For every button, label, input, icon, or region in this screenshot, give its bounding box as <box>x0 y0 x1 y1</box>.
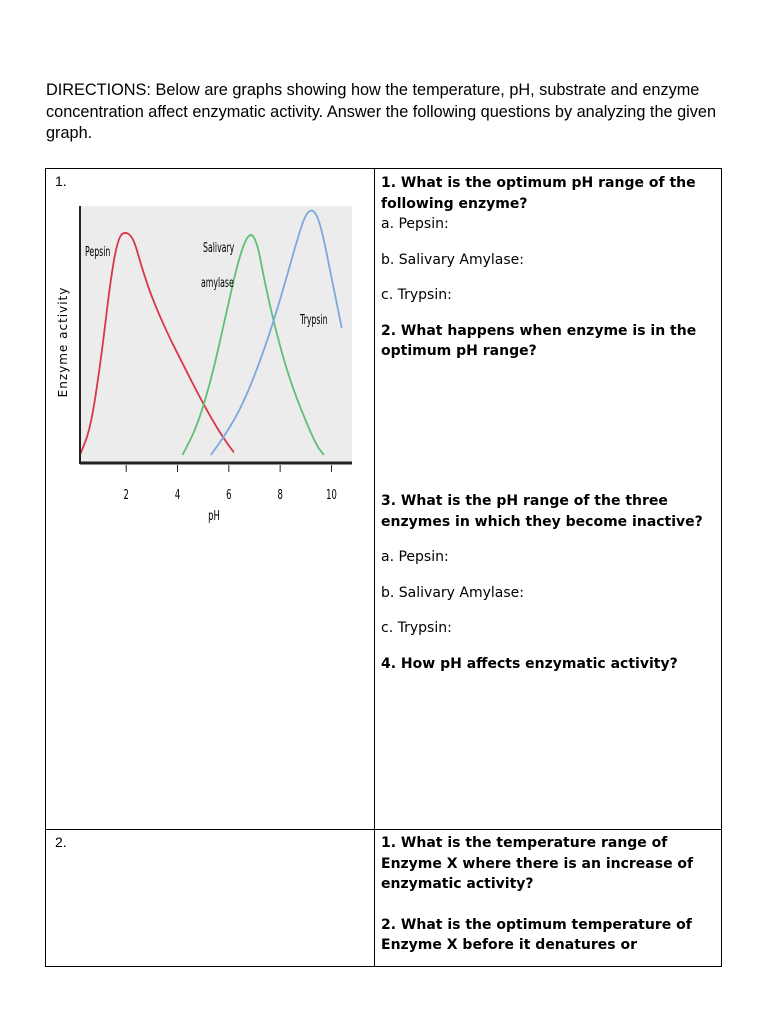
row-1-questions-lower <box>381 491 717 674</box>
x-axis-label: pH <box>208 508 220 524</box>
row-2-questions <box>381 833 717 956</box>
row-divider <box>46 829 721 830</box>
question-1-3: 3. What is the pH range of the three enzymes in which they become inactive? <box>381 493 703 530</box>
y-axis-label: Enzyme activity <box>56 286 70 398</box>
x-tick-label: 4 <box>174 487 181 503</box>
x-tick-label: 8 <box>277 487 283 503</box>
question-2-2: 2. What is the optimum temperature of Enzyme X before it denatures or <box>381 916 692 953</box>
x-tick-label: 2 <box>123 487 129 503</box>
ph-enzyme-chart <box>56 202 356 532</box>
row-2-number: 2. <box>55 834 67 850</box>
answer-pepsin: a. Pepsin: <box>381 216 449 232</box>
column-divider <box>374 169 375 966</box>
question-1-4: 4. How pH affects enzymatic activity? <box>381 655 678 672</box>
question-1-1: 1. What is the optimum pH range of the following enzyme? <box>381 175 696 212</box>
row-1-questions <box>381 173 717 362</box>
answer-trypsin-inactive: c. Trypsin: <box>381 620 452 636</box>
directions-text: DIRECTIONS: Below are graphs showing how the temperature, pH, substrate and enzyme concentration affect enzymatic activity. Answer the following questions by analyzing the given graph. <box>46 81 717 142</box>
label-pepsin: Pepsin <box>85 243 111 260</box>
row-1-number: 1. <box>55 173 67 189</box>
x-tick-label: 6 <box>226 487 232 503</box>
label-salivary: Salivary <box>203 239 235 256</box>
answer-salivary-amylase-inactive: b. Salivary Amylase: <box>381 584 524 601</box>
answer-pepsin-inactive: a. Pepsin: <box>381 549 449 565</box>
question-1-2: 2. What happens when enzyme is in the optimum pH range? <box>381 322 697 359</box>
question-2-1: 1. What is the temperature range of Enzyme X where there is an increase of enzymatic activity? <box>381 835 694 892</box>
answer-trypsin: c. Trypsin: <box>381 287 452 303</box>
answer-salivary-amylase: b. Salivary Amylase: <box>381 251 524 268</box>
label-trypsin: Trypsin <box>300 311 328 328</box>
tick-layer <box>124 465 337 503</box>
label-amylase: amylase <box>201 274 234 291</box>
x-tick-label: 10 <box>326 487 337 503</box>
